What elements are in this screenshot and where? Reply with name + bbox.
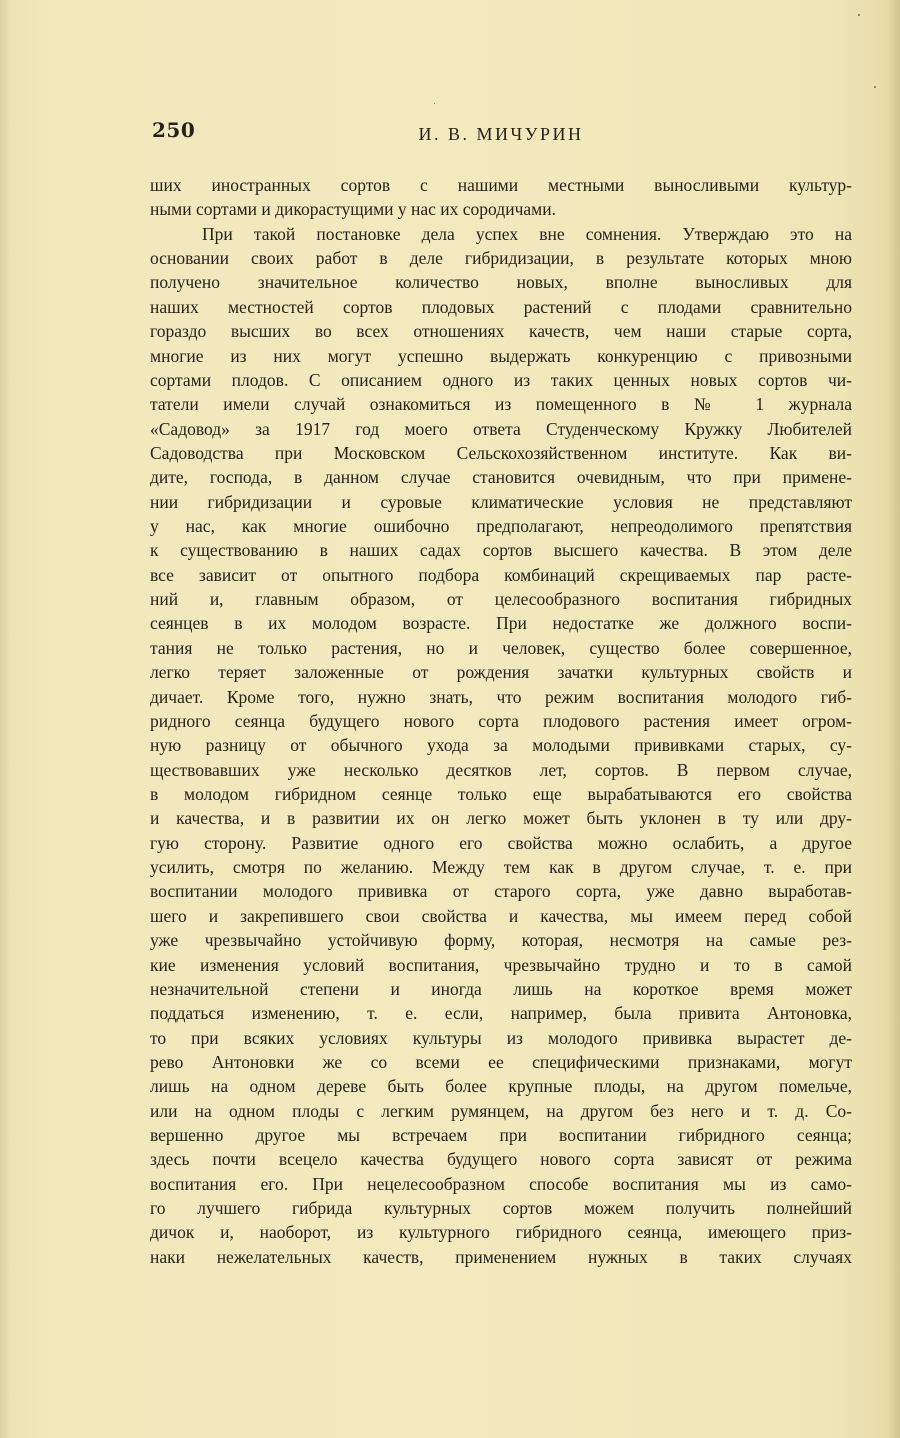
paragraph-first-line: При такой постановке дела успех вне сомнения. Утверждаю это на bbox=[202, 223, 852, 244]
text-line: рево Антоновки же со всеми ее специфическими признаками, могут bbox=[150, 1051, 852, 1072]
body-text bbox=[150, 173, 852, 1269]
text-line: уже чрезвычайно устойчивую форму, которая, несмотря на самые рез- bbox=[150, 930, 852, 951]
text-line: нии гибридизации и суровые климатические условия не представляют bbox=[150, 491, 852, 512]
text-line: ридного сеянца будущего нового сорта плодового растения имеет огром- bbox=[150, 710, 852, 731]
text-line: ний и, главным образом, от целесообразного воспитания гибридных bbox=[150, 589, 852, 610]
text-line: незначительной степени и иногда лишь на короткое время может bbox=[150, 978, 852, 999]
text-line: в молодом гибридном сеянце только еще вырабатываются его свойства bbox=[150, 783, 852, 804]
text-line: тания не только растения, но и человек, существо более совершенное, bbox=[150, 637, 852, 658]
text-line: наших местностей сортов плодовых растений с плодами сравнительно bbox=[150, 296, 852, 317]
page-header bbox=[150, 118, 852, 154]
text-line: гораздо высших во всех отношениях качеств, чем наши старые сорта, bbox=[150, 321, 852, 342]
text-line: «Садовод» за 1917 год моего ответа Студенческому Кружку Любителей bbox=[150, 418, 852, 439]
text-line: дичок и, наоборот, из культурного гибридного сеянца, имеющего приз- bbox=[150, 1222, 852, 1243]
text-line: ших иностранных сортов с нашими местными выносливыми культур- bbox=[150, 175, 852, 195]
text-line: получено значительное количество новых, вполне выносливых для bbox=[150, 272, 852, 293]
text-line: дите, господа, в данном случае становится очевидным, что при примене- bbox=[150, 467, 852, 488]
text-line: легко теряет заложенные от рождения зачатки культурных свойств и bbox=[150, 662, 852, 683]
text-line: воспитании молодого прививка от старого сорта, уже давно выработав- bbox=[150, 881, 852, 902]
page-left-shadow bbox=[0, 0, 10, 1438]
text-line: ную разницу от обычного ухода за молодыми прививками старых, су- bbox=[150, 735, 852, 756]
paper-speck bbox=[858, 14, 860, 16]
text-line: дичает. Кроме того, нужно знать, что режим воспитания молодого гиб- bbox=[150, 686, 852, 707]
text-line: поддаться изменению, т. е. если, например, была привита Антоновка, bbox=[150, 1003, 852, 1024]
text-line: многие из них могут успешно выдержать конкуренцию с привозными bbox=[150, 345, 852, 366]
running-head: И. В. МИЧУРИН bbox=[418, 124, 584, 144]
text-line: воспитания его. При нецелесообразном способе воспитания мы из само- bbox=[150, 1173, 852, 1194]
text-line: то при всяких условиях культуры из молодого прививка вырастет де- bbox=[150, 1027, 852, 1048]
text-line: наки нежелательных качеств, применением нужных в таких случаях bbox=[150, 1246, 852, 1267]
text-line: кие изменения условий воспитания, чрезвычайно трудно и то в самой bbox=[150, 954, 852, 975]
text-line: Садоводства при Московском Сельскохозяйственном институте. Как ви- bbox=[150, 442, 852, 463]
text-line: сеянцев в их молодом возрасте. При недостатке же должного воспи- bbox=[150, 613, 852, 634]
text-line: го лучшего гибрида культурных сортов можем получить полнейший bbox=[150, 1198, 852, 1219]
text-line: гую сторону. Развитие одного его свойства можно ослабить, а другое bbox=[150, 832, 852, 853]
text-line: у нас, как многие ошибочно предполагают, непреодолимого препятствия bbox=[150, 516, 852, 537]
page-number: 250 bbox=[152, 118, 196, 142]
text-line: или на одном плоды с легким румянцем, на другом без него и т. д. Со- bbox=[150, 1100, 852, 1121]
text-line: шего и закрепившего свои свойства и качества, мы имеем перед собой bbox=[150, 905, 852, 926]
text-line: сортами плодов. С описанием одного из таких ценных новых сортов чи- bbox=[150, 369, 852, 390]
text-line: основании своих работ в деле гибридизации, в результате которых мною bbox=[150, 248, 852, 269]
paper-speck bbox=[874, 86, 876, 88]
text-line: и качества, и в развитии их он легко может быть уклонен в ту или дру- bbox=[150, 808, 852, 829]
text-line: к существованию в наших садах сортов высшего качества. В этом деле bbox=[150, 540, 852, 561]
text-line: усилить, смотря по желанию. Между тем как в другом случае, т. е. при bbox=[150, 857, 852, 878]
text-line: ществовавших уже несколько десятков лет, сортов. В первом случае, bbox=[150, 759, 852, 780]
paper-speck bbox=[434, 103, 435, 104]
text-line: вершенно другое мы встречаем при воспитании гибридного сеянца; bbox=[150, 1125, 852, 1146]
text-line: ными сортами и дикорастущими у нас их сородичами. bbox=[150, 199, 556, 220]
text-line: татели имели случай ознакомиться из помещенного в № 1 журнала bbox=[150, 394, 852, 415]
text-line: лишь на одном дереве быть более крупные плоды, на другом помельче, bbox=[150, 1076, 852, 1097]
text-line: здесь почти всецело качества будущего нового сорта зависят от режима bbox=[150, 1149, 852, 1170]
page-right-shadow bbox=[886, 0, 900, 1438]
text-line: все зависит от опытного подбора комбинаций скрещиваемых пар расте- bbox=[150, 564, 852, 585]
